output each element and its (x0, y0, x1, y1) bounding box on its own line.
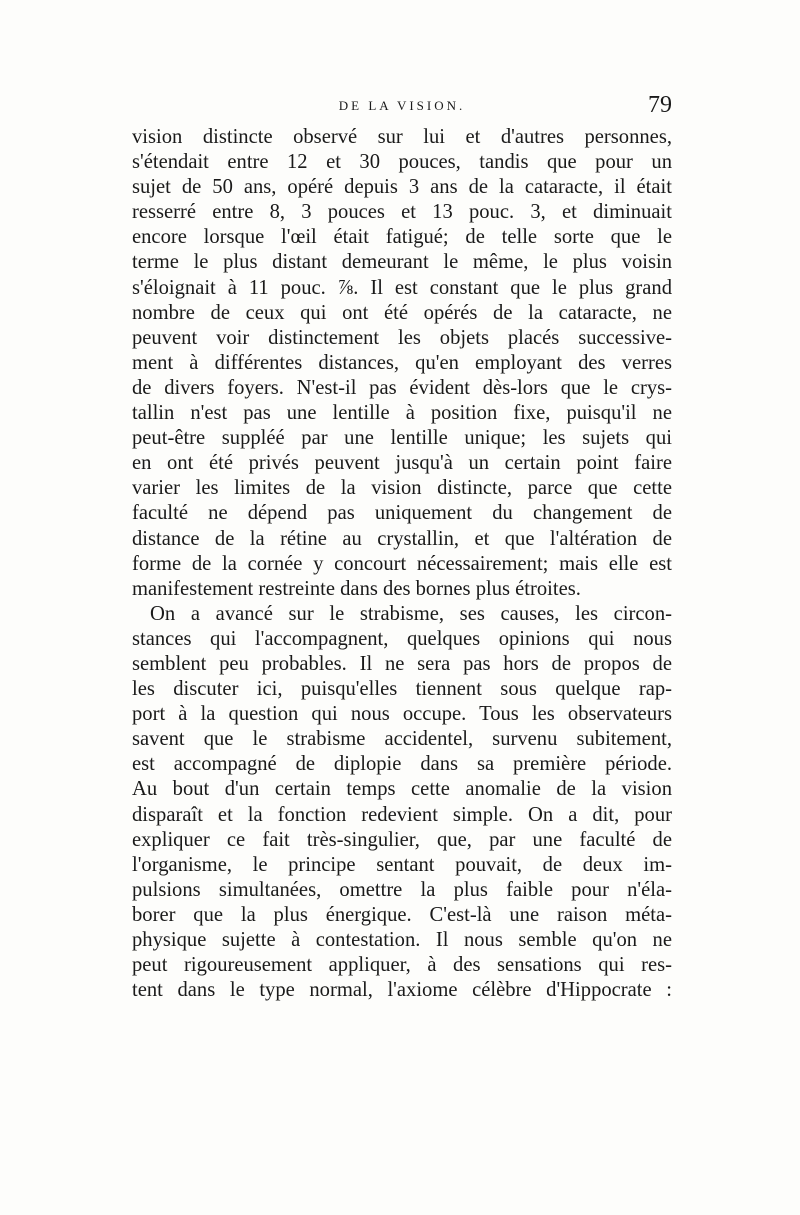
text-line: forme de la cornée y concourt nécessairement; mais elle est (132, 552, 672, 575)
text-line: nombre de ceux qui ont été opérés de la cataracte, ne (132, 301, 672, 324)
text-line: tallin n'est pas une lentille à position fixe, puisqu'il ne (132, 402, 672, 425)
text-line: Au bout d'un certain temps cette anomalie de la vision (132, 778, 672, 801)
text-line: de divers foyers. N'est-il pas évident dès-lors que le crys- (132, 376, 672, 399)
text-line: distance de la rétine au crystallin, et que l'altération de (132, 527, 672, 550)
text-line: semblent peu probables. Il ne sera pas hors de propos de (132, 652, 672, 675)
text-line: est accompagné de diplopie dans sa première période. (132, 753, 672, 776)
text-line: peut-être suppléé par une lentille unique; les sujets qui (132, 427, 672, 450)
paragraph-start-line: On a avancé sur le strabisme, ses causes, les circon- (150, 602, 672, 625)
text-line: disparaît et la fonction redevient simple. On a dit, pour (132, 803, 672, 826)
text-line: ment à différentes distances, qu'en employant des verres (132, 351, 672, 374)
text-line: vision distincte observé sur lui et d'autres personnes, (132, 126, 672, 148)
body-text (132, 125, 672, 1003)
text-line: savent que le strabisme accidentel, survenu subitement, (132, 728, 672, 751)
text-line: physique sujette à contestation. Il nous semble qu'on ne (132, 929, 672, 951)
text-line: port à la question qui nous occupe. Tous les observateurs (132, 703, 672, 726)
text-line: varier les limites de la vision distincte, parce que cette (132, 477, 672, 500)
text-line: peuvent voir distinctement les objets placés successive- (132, 326, 672, 349)
text-line: expliquer ce fait très-singulier, que, par une faculté de (132, 828, 672, 851)
text-line: peut rigoureusement appliquer, à des sensations qui res- (132, 954, 672, 977)
running-title: DE LA VISION. (338, 98, 466, 113)
text-line: sujet de 50 ans, opéré depuis 3 ans de la cataracte, il était (132, 176, 672, 199)
text-line: manifestement restreinte dans des bornes plus étroites. (132, 577, 581, 600)
text-line: terme le plus distant demeurant le même, le plus voisin (132, 251, 672, 274)
text-line: faculté ne dépend pas uniquement du changement de (132, 502, 672, 525)
text-line: en ont été privés peuvent jusqu'à un certain point faire (132, 452, 672, 475)
text-line: les discuter ici, puisqu'elles tiennent sous quelque rap- (132, 678, 672, 701)
text-line: borer que la plus énergique. C'est-là une raison méta- (132, 903, 672, 926)
page-number: 79 (648, 92, 672, 118)
text-line: encore lorsque l'œil était fatigué; de telle sorte que le (132, 226, 672, 249)
text-line: s'étendait entre 12 et 30 pouces, tandis que pour un (132, 151, 672, 174)
running-head (132, 92, 672, 122)
text-line: stances qui l'accompagnent, quelques opinions qui nous (132, 627, 672, 650)
text-line: resserré entre 8, 3 pouces et 13 pouc. 3, et diminuait (132, 201, 672, 224)
text-line: tent dans le type normal, l'axiome célèbre d'Hippocrate : (132, 979, 672, 1002)
text-line: l'organisme, le principe sentant pouvait, de deux im- (132, 853, 672, 876)
text-line: s'éloignait à 11 pouc. ⅞. Il est constant que le plus grand (132, 276, 672, 299)
text-line: pulsions simultanées, omettre la plus faible pour n'éla- (132, 878, 672, 901)
